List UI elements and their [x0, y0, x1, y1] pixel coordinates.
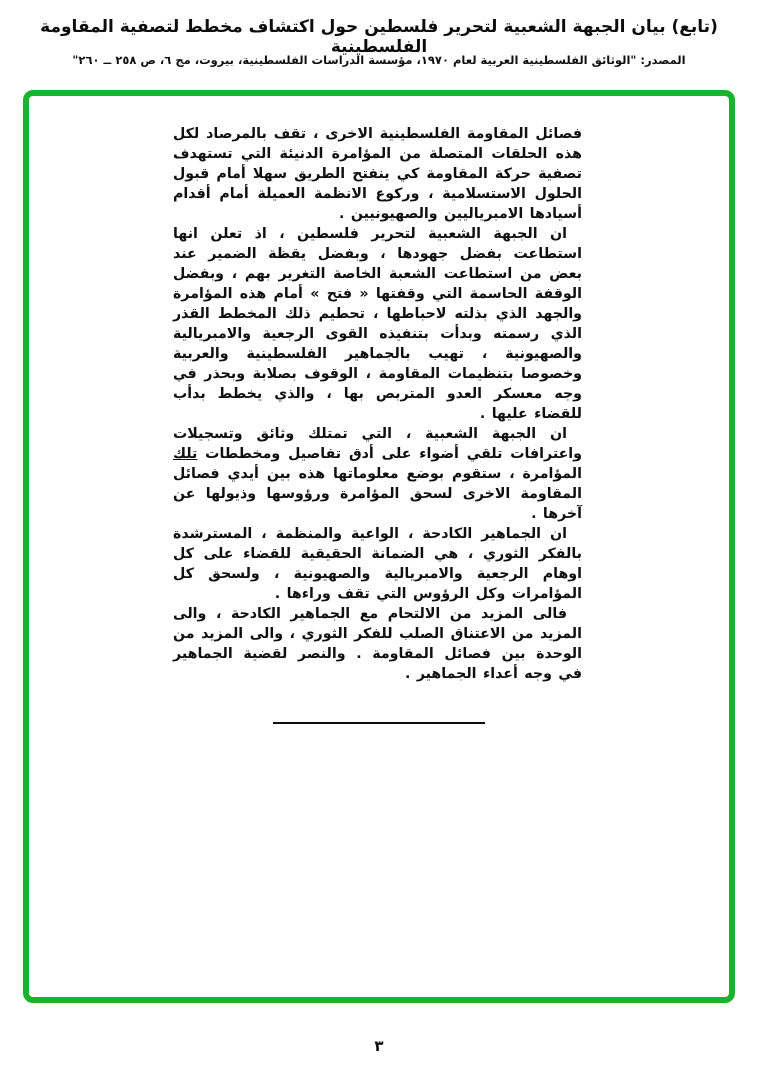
paragraph-2: ان الجبهة الشعبية لتحرير فلسطين ، اذ تعلن انها استطاعت بفضل جهودها ، وبفضل يقظة الضمير عند بعض من استطاعت الشعبة الخاصة التغرير بهم ، وبفضل الوقفة الحاسمة التي وقفتها « فتح » أمام هذه المؤامرة والجهد الذي بذلته لاحباطها ، تحطيم ذلك المخطط القذر الذي رسمته وبدأت بتنفيذه القوى الرجعية والامبريالية والصهيونية ، تهيب بالجماهير الفلسطينية والعربية وخصوصا بتنظيمات المقاومة ، الوقوف بصلابة وبحذر في وجه معسكر العدو المتربص بها ، والذي يخطط بدأب للقضاء عليها . [173, 226, 582, 422]
paragraph-3-text-after: المؤامرة ، ستقوم بوضع معلوماتها هذه بين أيدي فصائل المقاومة الاخرى لسحق المؤامرة ورؤوسها وذيولها عن آخرها . [173, 466, 582, 522]
page-number: ٣ [374, 1037, 384, 1055]
body-text [173, 124, 582, 684]
source-citation: المصدر: "الوثائق الفلسطينية العربية لعام ١٩٧٠، مؤسسة الدراسات الفلسطينية، بيروت، مج ٦، ص ٢٥٨ ــ ٢٦٠" [72, 53, 686, 67]
paragraph-4: ان الجماهير الكادحة ، الواعية والمنظمة ، المسترشدة بالفكر الثوري ، هي الضمانة الحقيقية للقضاء على كل اوهام الرجعية والامبريالية والصهيونية ، ولسحق كل المؤامرات وكل الرؤوس التي تقف وراءها . [173, 526, 582, 602]
section-divider [273, 722, 485, 724]
paragraph-1: فصائل المقاومة الفلسطينية الاخرى ، تقف بالمرصاد لكل هذه الحلقات المتصلة من المؤامرة الدنيئة التي تستهدف تصفية حركة المقاومة كي ينفتح الطريق سهلا أمام قبول الحلول الاستسلامية ، وركوع الانظمة العميلة أمام أقدام أسيادها الامبرياليين والصهيونيين . [173, 126, 582, 222]
paragraph-3 [173, 424, 582, 524]
paragraph-5: فالى المزيد من الالتحام مع الجماهير الكادحة ، والى المزيد من الاعتناق الصلب للفكر الثوري ، والى المزيد من الوحدة بين فصائل المقاومة . والنصر لقضية الجماهير في وجه أعداء الجماهير . [173, 606, 582, 682]
page-title: (تابع) بيان الجبهة الشعبية لتحرير فلسطين حول اكتشاف مخطط لتصفية المقاومة الفلسطينية [40, 17, 718, 57]
paragraph-3-text-before: ان الجبهة الشعبية ، التي تمتلك وثائق وتسجيلات واعترافات تلقي أضواء على أدق تفاصيل ومخططات [173, 426, 582, 462]
underlined-word: تلك [173, 446, 198, 462]
